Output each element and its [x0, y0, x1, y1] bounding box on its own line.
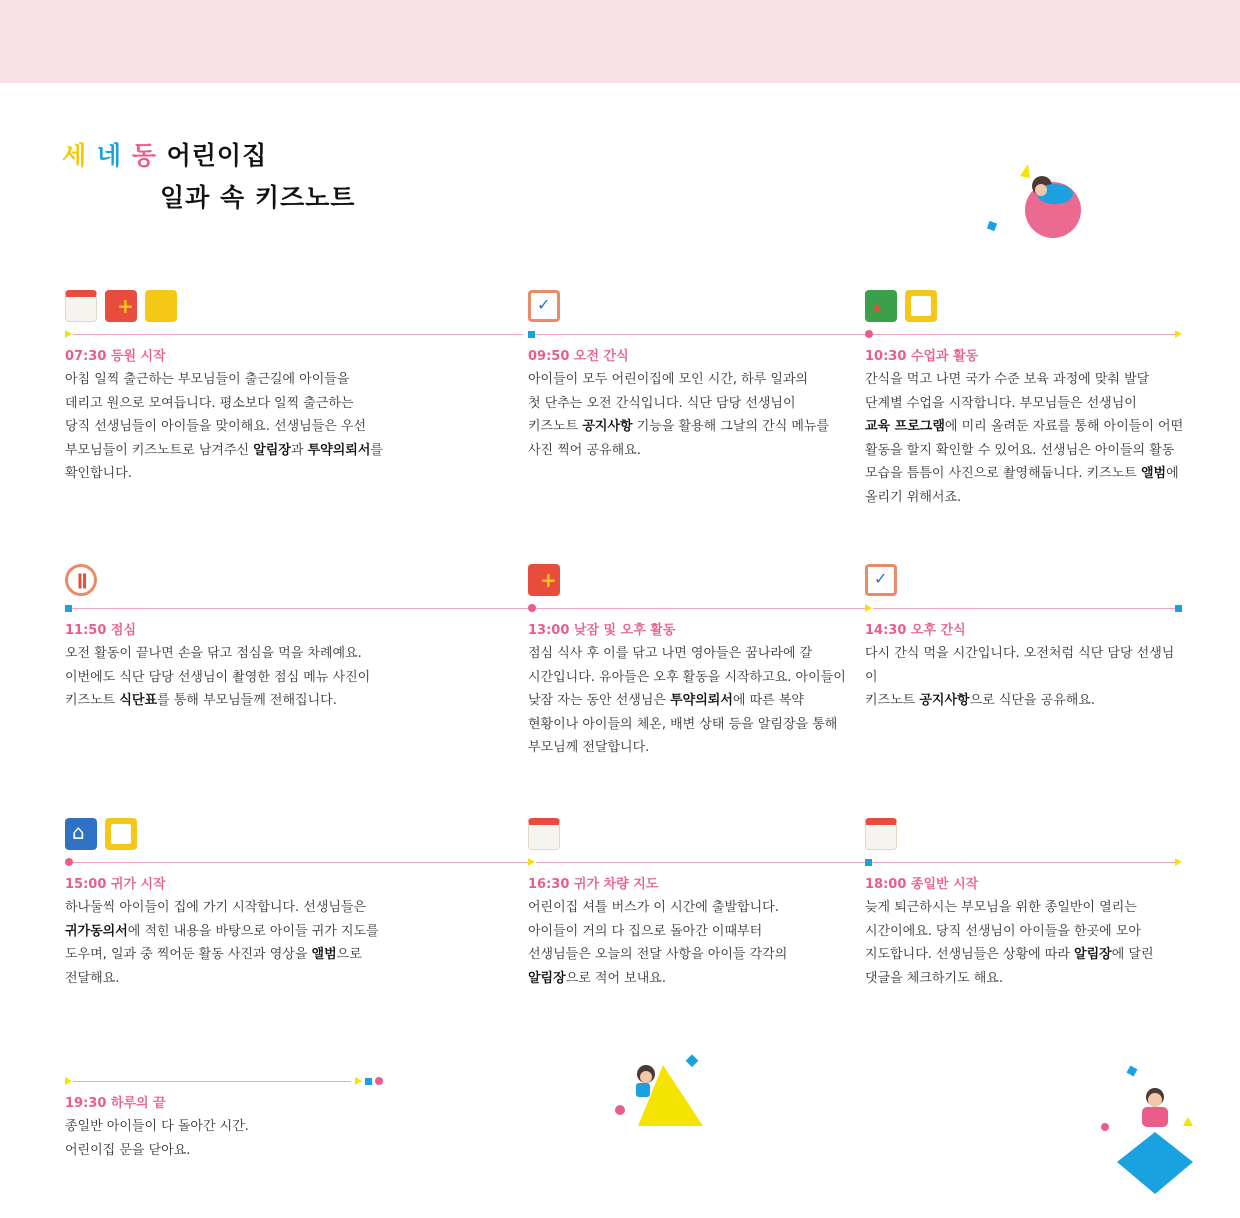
entry-description	[65, 368, 505, 486]
text-line: 키즈노트 식단표를 통해 부모님들께 전해집니다.	[65, 693, 337, 708]
fork-knife-icon	[65, 564, 97, 596]
entry-time: 18:00 종일반 시작	[865, 877, 979, 892]
entry-description	[528, 642, 858, 760]
timeline-marker-square	[365, 1078, 372, 1085]
title-rest: 어린이집	[166, 141, 268, 170]
entry-description	[865, 896, 1185, 990]
top-banner	[0, 0, 1240, 83]
entry-time: 13:00 낮잠 및 오후 활동	[528, 623, 676, 638]
timeline-line	[872, 862, 1178, 863]
timeline-entry-1800	[865, 818, 1185, 1008]
text-line: 활동을 할지 확인할 수 있어요. 선생님은 아이들의 활동	[865, 442, 1175, 458]
entry-description	[528, 896, 858, 990]
text-line: 확인합니다.	[65, 466, 132, 481]
timeline-marker-square	[65, 605, 72, 612]
text-line: 데리고 원으로 모여듭니다. 평소보다 일찍 출근하는	[65, 395, 354, 411]
page-subtitle: 일과 속 키즈노트	[160, 183, 356, 212]
text-line: 현황이나 아이들의 체온, 배변 상태 등을 알림장을 통해	[528, 716, 838, 732]
text-line: 아이들이 거의 다 집으로 돌아간 이때부터	[528, 923, 763, 939]
text-line: 시간이에요. 당직 선생님이 아이들을 한곳에 모아	[865, 923, 1141, 939]
entry-description	[865, 642, 1185, 713]
home-return-icon	[65, 818, 97, 850]
timeline-marker-dot	[375, 1077, 383, 1085]
text-line: 늦게 퇴근하시는 부모님을 위한 종일반이 열리는	[865, 900, 1137, 915]
notice-icon	[65, 290, 97, 322]
child-on-diamond-illustration	[1095, 1062, 1200, 1197]
text-line: 귀가동의서에 적힌 내용을 바탕으로 아이들 귀가 지도를	[65, 923, 379, 939]
board-icon	[105, 290, 137, 322]
timeline-marker-square	[1175, 605, 1182, 612]
timeline-entry-1430	[865, 564, 1185, 764]
timeline-marker-dot	[65, 858, 73, 866]
page-title	[62, 136, 267, 172]
text-line: 알림장으로 적어 보내요.	[528, 970, 666, 986]
text-line: 모습을 틈틈이 사진으로 촬영해둡니다. 키즈노트 앨범에	[865, 466, 1179, 481]
notice-icon	[865, 818, 897, 850]
clipboard-check-icon	[528, 290, 560, 322]
timeline-marker-triangle	[528, 858, 535, 866]
child-with-triangle-illustration	[608, 1050, 713, 1130]
education-program-icon	[865, 290, 897, 322]
text-line: 댓글을 체크하기도 해요.	[865, 970, 1003, 986]
entry-description	[865, 368, 1185, 509]
text-line: 점심 식사 후 이를 닦고 나면 영아들은 꿈나라에 갈	[528, 646, 813, 661]
timeline-marker-triangle	[1175, 858, 1182, 866]
timeline-marker-triangle	[355, 1077, 362, 1085]
text-line: 올리기 위해서죠.	[865, 489, 962, 505]
timeline-marker-triangle	[1175, 330, 1182, 338]
text-line: 선생님들은 오늘의 전달 사항을 아이들 각각의	[528, 947, 788, 962]
text-line: 오전 활동이 끝나면 손을 닦고 점심을 먹을 차례예요.	[65, 646, 362, 661]
title-char-ne: 네	[96, 141, 123, 170]
text-line: 단계별 수업을 시작합니다. 부모님들은 선생님이	[865, 395, 1137, 411]
timeline-line	[73, 862, 528, 863]
text-line: 어린이집 셔틀 버스가 이 시간에 출발합니다.	[528, 900, 779, 915]
text-line: 도우며, 일과 중 찍어둔 활동 사진과 영상을 앨범으로	[65, 947, 362, 962]
timeline-marker-square	[865, 859, 872, 866]
text-line: 부모님들이 키즈노트로 남겨주신 알림장과 투약의뢰서를	[65, 442, 383, 458]
text-line: 이번에도 식단 담당 선생님이 촬영한 점심 메뉴 사진이	[65, 669, 371, 685]
text-line: 간식을 먹고 나면 국가 수준 보육 과정에 맞춰 발달	[865, 372, 1150, 387]
text-line: 하나둘씩 아이들이 집에 가기 시작합니다. 선생님들은	[65, 900, 367, 915]
title-char-dong: 동	[131, 141, 157, 170]
timeline-entry-1150	[65, 564, 528, 764]
notice-icon	[528, 818, 560, 850]
timeline-line	[873, 334, 1178, 335]
timeline-line	[535, 334, 865, 335]
entry-time: 07:30 등원 시작	[65, 349, 166, 364]
timeline-marker-triangle	[65, 330, 72, 338]
text-line: 종일반 아이들이 다 돌아간 시간.	[65, 1119, 249, 1134]
timeline-line	[536, 608, 865, 609]
text-line: 낮잠 자는 동안 선생님은 투약의뢰서에 따른 복약	[528, 693, 804, 708]
text-line: 전달해요.	[65, 970, 120, 986]
timeline-marker-dot	[528, 604, 536, 612]
text-line: 첫 단추는 오전 간식입니다. 식단 담당 선생님이	[528, 395, 796, 411]
entry-icons	[65, 290, 177, 324]
timeline-line	[873, 608, 1178, 609]
entry-time: 19:30 하루의 끝	[65, 1096, 166, 1111]
text-line: 어린이집 문을 닫아요.	[65, 1142, 191, 1158]
text-line: 당직 선생님들이 아이들을 맞이해요. 선생님들은 우선	[65, 419, 367, 434]
entry-description	[65, 896, 505, 990]
album-icon	[105, 818, 137, 850]
timeline-entry-1930	[65, 1037, 395, 1167]
text-line: 지도합니다. 선생님들은 상황에 따라 알림장에 달린	[865, 947, 1154, 962]
timeline-marker-dot	[865, 330, 873, 338]
text-line: 사진 찍어 공유해요.	[528, 442, 641, 458]
title-char-se: 세	[62, 141, 88, 170]
timeline-line	[72, 608, 528, 609]
clipboard-check-icon	[865, 564, 897, 596]
entry-time: 10:30 수업과 활동	[865, 349, 979, 364]
timeline-entry-0730	[65, 290, 520, 500]
album-icon	[905, 290, 937, 322]
timeline-entry-0950	[528, 290, 865, 500]
timeline-entry-1630	[528, 818, 865, 1008]
timeline-marker-triangle	[865, 604, 872, 612]
entry-description	[65, 642, 505, 713]
entry-description	[65, 1115, 385, 1162]
text-line: 다시 간식 먹을 시간입니다. 오전처럼 식단 담당 선생님이	[865, 646, 1175, 685]
text-line: 교육 프로그램에 미리 올려둔 자료를 통해 아이들이 어떤	[865, 419, 1184, 434]
entry-time: 09:50 오전 간식	[528, 349, 629, 364]
event-icon	[145, 290, 177, 322]
timeline-line	[73, 334, 523, 335]
text-line: 아침 일찍 출근하는 부모님들이 출근길에 아이들을	[65, 372, 350, 387]
timeline-marker-square	[528, 331, 535, 338]
text-line: 시간입니다. 유아들은 오후 활동을 시작하고요. 아이들이	[528, 669, 846, 685]
text-line: 키즈노트 공지사항 기능을 활용해 그날의 간식 메뉴를	[528, 419, 830, 434]
entry-time: 15:00 귀가 시작	[65, 877, 166, 892]
text-line: 키즈노트 공지사항으로 식단을 공유해요.	[865, 693, 1096, 708]
timeline-line	[536, 862, 865, 863]
entry-time: 16:30 귀가 차량 지도	[528, 877, 659, 892]
timeline-line	[73, 1081, 351, 1082]
text-line: 부모님께 전달합니다.	[528, 740, 650, 755]
entry-time: 14:30 오후 간식	[865, 623, 966, 638]
text-line: 아이들이 모두 어린이집에 모인 시간, 하루 일과의	[528, 372, 809, 387]
child-on-ball-illustration	[985, 158, 1095, 243]
entry-time: 11:50 점심	[65, 623, 137, 638]
entry-description	[528, 368, 858, 462]
timeline-entry-1500	[65, 818, 528, 1008]
board-icon	[528, 564, 560, 596]
timeline-marker-triangle	[65, 1077, 72, 1085]
timeline-entry-1300	[528, 564, 865, 764]
timeline-entry-1030	[865, 290, 1185, 510]
